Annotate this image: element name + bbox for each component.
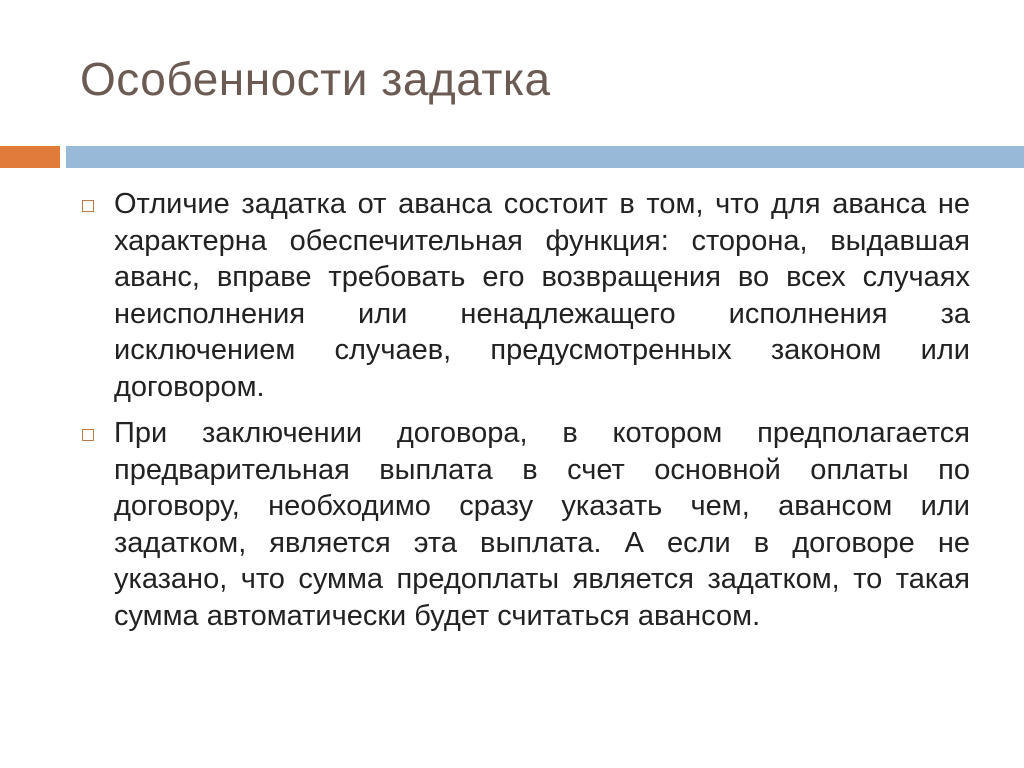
title-accent-bar <box>0 146 60 168</box>
bullet-list <box>82 186 970 644</box>
bullet-item-1 <box>82 186 970 405</box>
bullet-item-2 <box>82 415 970 634</box>
bullet-text: Отличие задатка от аванса состоит в том, что для аванса не характерна обеспечительная функция: сторона, выдавшая аванс, вправе требовать его возвращения во всех случаях неисполнения или ненадлежащего исполнения за исключением случаев, предусмотренных законом или договором. <box>114 188 970 403</box>
bullet-text: При заключении договора, в котором предполагается предварительная выплата в счет основной оплаты по договору, необходимо сразу указать чем, авансом или задатком, является эта выплата. А если в договоре не указано, что сумма предоплаты является задатком, то такая сумма автоматически будет считаться авансом. <box>114 417 970 632</box>
square-outline-icon <box>82 429 94 441</box>
square-outline-icon <box>82 200 94 212</box>
title-divider-bar <box>66 146 1024 168</box>
slide-title: Особенности задатка <box>80 53 551 105</box>
